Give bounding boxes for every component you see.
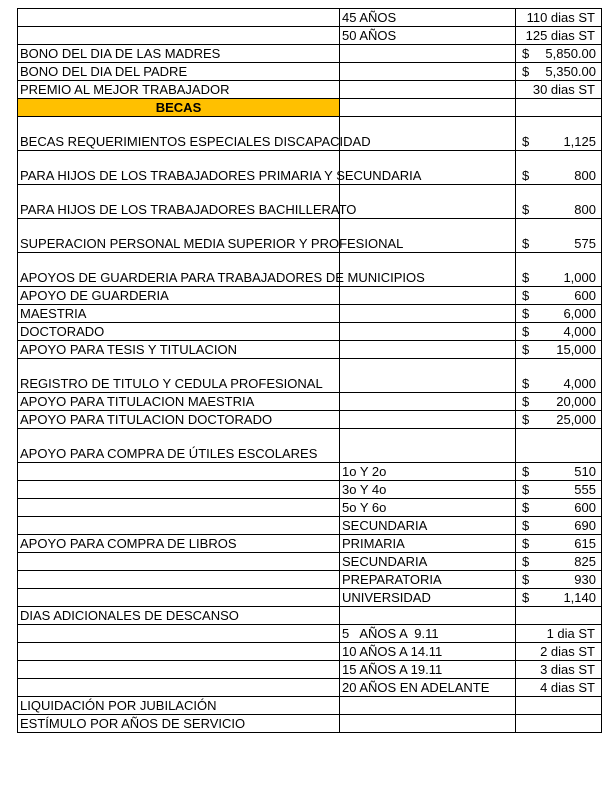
value-cell: [516, 679, 602, 697]
currency-sign: $: [522, 306, 530, 321]
amount-value: 4,000: [563, 376, 596, 391]
detail-cell: 3o Y 4o: [340, 481, 516, 499]
detail-cell: [340, 81, 516, 99]
concept-cell: APOYO PARA COMPRA DE ÚTILES ESCOLARES: [18, 429, 340, 463]
currency-sign: $: [522, 324, 530, 339]
table-row: [18, 117, 602, 151]
detail-cell: UNIVERSIDAD: [340, 589, 516, 607]
table-row: [18, 305, 602, 323]
currency-sign: $: [522, 464, 530, 479]
amount-value: 5,350.00: [545, 64, 596, 79]
detail-cell: 15 AÑOS A 19.11: [340, 661, 516, 679]
table-row: [18, 535, 602, 553]
amount-value: 510: [574, 464, 596, 479]
detail-cell: 1o Y 2o: [340, 463, 516, 481]
currency-sign: $: [522, 394, 530, 409]
value-cell: [516, 553, 602, 571]
detail-cell: [340, 607, 516, 625]
detail-cell: 10 AÑOS A 14.11: [340, 643, 516, 661]
detail-cell: [340, 697, 516, 715]
concept-cell: APOYO PARA COMPRA DE LIBROS: [18, 535, 340, 553]
value-cell: [516, 625, 602, 643]
currency-sign: $: [522, 518, 530, 533]
value-cell: [516, 9, 602, 27]
detail-cell: [340, 99, 516, 117]
table-row: [18, 393, 602, 411]
currency-sign: $: [522, 482, 530, 497]
currency-sign: $: [522, 270, 530, 285]
table-row: [18, 219, 602, 253]
value-cell: [516, 323, 602, 341]
currency-sign: $: [522, 342, 530, 357]
concept-cell: APOYO PARA TITULACION MAESTRIA: [18, 393, 340, 411]
detail-cell: [340, 305, 516, 323]
table-row: [18, 81, 602, 99]
amount-value: 575: [574, 236, 596, 251]
detail-cell: 50 AÑOS: [340, 27, 516, 45]
amount-value: 800: [574, 168, 596, 183]
currency-sign: $: [522, 236, 530, 251]
table-row: [18, 553, 602, 571]
table-row: [18, 625, 602, 643]
currency-sign: $: [522, 572, 530, 587]
table-row: [18, 323, 602, 341]
table-row: [18, 679, 602, 697]
detail-cell: [340, 341, 516, 359]
detail-cell: 45 AÑOS: [340, 9, 516, 27]
table-row: [18, 45, 602, 63]
value-cell: [516, 359, 602, 393]
currency-sign: $: [522, 64, 530, 79]
value-cell: [516, 341, 602, 359]
days-value: 4 dias ST: [540, 680, 595, 695]
table-row: [18, 185, 602, 219]
concept-cell: PREMIO AL MEJOR TRABAJADOR: [18, 81, 340, 99]
table-row: [18, 287, 602, 305]
value-cell: [516, 429, 602, 463]
currency-sign: $: [522, 134, 530, 149]
amount-value: 825: [574, 554, 596, 569]
detail-cell: [340, 411, 516, 429]
amount-value: 600: [574, 500, 596, 515]
value-cell: [516, 99, 602, 117]
concept-cell: [18, 499, 340, 517]
value-cell: [516, 185, 602, 219]
detail-cell: [340, 715, 516, 733]
currency-sign: $: [522, 554, 530, 569]
concept-cell: [18, 517, 340, 535]
concept-cell: DOCTORADO: [18, 323, 340, 341]
concept-cell: [18, 625, 340, 643]
currency-sign: $: [522, 46, 530, 61]
value-cell: [516, 305, 602, 323]
table-row: [18, 661, 602, 679]
concept-cell: [18, 463, 340, 481]
concept-cell: BONO DEL DIA DEL PADRE: [18, 63, 340, 81]
value-cell: [516, 589, 602, 607]
concept-cell: DIAS ADICIONALES DE DESCANSO: [18, 607, 340, 625]
value-cell: [516, 571, 602, 589]
value-cell: [516, 63, 602, 81]
concept-cell: REGISTRO DE TITULO Y CEDULA PROFESIONAL: [18, 359, 340, 393]
concept-cell: [18, 571, 340, 589]
days-value: 125 dias ST: [525, 28, 595, 43]
concept-cell: APOYO DE GUARDERIA: [18, 287, 340, 305]
amount-value: 690: [574, 518, 596, 533]
amount-value: 20,000: [556, 394, 596, 409]
currency-sign: $: [522, 288, 530, 303]
concept-cell: [18, 481, 340, 499]
table-row: [18, 715, 602, 733]
table-row: [18, 9, 602, 27]
value-cell: [516, 393, 602, 411]
concept-cell: MAESTRIA: [18, 305, 340, 323]
table-row: [18, 643, 602, 661]
amount-value: 5,850.00: [545, 46, 596, 61]
value-cell: [516, 607, 602, 625]
concept-cell: PARA HIJOS DE LOS TRABAJADORES BACHILLERATO: [18, 185, 340, 219]
currency-sign: $: [522, 536, 530, 551]
table-row: [18, 151, 602, 185]
concept-cell: PARA HIJOS DE LOS TRABAJADORES PRIMARIA Y SECUNDARIA: [18, 151, 340, 185]
value-cell: [516, 499, 602, 517]
table-row: [18, 341, 602, 359]
currency-sign: $: [522, 590, 530, 605]
concept-cell: SUPERACION PERSONAL MEDIA SUPERIOR Y PROFESIONAL: [18, 219, 340, 253]
table-row: [18, 253, 602, 287]
concept-cell: [18, 553, 340, 571]
benefits-table: [17, 8, 602, 733]
concept-cell: BECAS REQUERIMIENTOS ESPECIALES DISCAPACIDAD: [18, 117, 340, 151]
value-cell: [516, 27, 602, 45]
detail-cell: [340, 45, 516, 63]
detail-cell: PRIMARIA: [340, 535, 516, 553]
detail-cell: 20 AÑOS EN ADELANTE: [340, 679, 516, 697]
value-cell: [516, 481, 602, 499]
value-cell: [516, 81, 602, 99]
table-row: [18, 463, 602, 481]
amount-value: 15,000: [556, 342, 596, 357]
table-row: [18, 481, 602, 499]
days-value: 3 dias ST: [540, 662, 595, 677]
value-cell: [516, 535, 602, 553]
detail-cell: [340, 429, 516, 463]
table-row: [18, 589, 602, 607]
table-row: [18, 697, 602, 715]
detail-cell: [340, 63, 516, 81]
detail-cell: [340, 323, 516, 341]
days-value: 30 dias ST: [532, 82, 595, 97]
amount-value: 1,125: [563, 134, 596, 149]
value-cell: [516, 287, 602, 305]
amount-value: 1,000: [563, 270, 596, 285]
value-cell: [516, 253, 602, 287]
value-cell: [516, 219, 602, 253]
amount-value: 6,000: [563, 306, 596, 321]
value-cell: [516, 643, 602, 661]
days-value: 1 dia ST: [546, 626, 595, 641]
currency-sign: $: [522, 412, 530, 427]
table-row: [18, 517, 602, 535]
concept-cell: APOYOS DE GUARDERIA PARA TRABAJADORES DE MUNICIPIOS: [18, 253, 340, 287]
detail-cell: SECUNDARIA: [340, 517, 516, 535]
amount-value: 4,000: [563, 324, 596, 339]
currency-sign: $: [522, 500, 530, 515]
concept-cell: APOYO PARA TITULACION DOCTORADO: [18, 411, 340, 429]
currency-sign: $: [522, 168, 530, 183]
value-cell: [516, 411, 602, 429]
table-row: [18, 359, 602, 393]
detail-cell: [340, 359, 516, 393]
value-cell: [516, 517, 602, 535]
detail-cell: PREPARATORIA: [340, 571, 516, 589]
concept-cell: [18, 643, 340, 661]
concept-cell: [18, 589, 340, 607]
amount-value: 930: [574, 572, 596, 587]
table-row: [18, 571, 602, 589]
table-row: [18, 63, 602, 81]
detail-cell: [340, 287, 516, 305]
section-header-becas: BECAS: [18, 99, 340, 117]
days-value: 110 dias ST: [526, 10, 595, 25]
detail-cell: [340, 393, 516, 411]
table-row: [18, 607, 602, 625]
amount-value: 600: [574, 288, 596, 303]
amount-value: 1,140: [563, 590, 596, 605]
table-row: [18, 27, 602, 45]
concept-cell: [18, 9, 340, 27]
concept-cell: [18, 27, 340, 45]
detail-cell: 5 AÑOS A 9.11: [340, 625, 516, 643]
currency-sign: $: [522, 376, 530, 391]
detail-cell: SECUNDARIA: [340, 553, 516, 571]
concept-cell: LIQUIDACIÓN POR JUBILACIÓN: [18, 697, 340, 715]
detail-cell: [340, 185, 516, 219]
table-row: [18, 429, 602, 463]
currency-sign: $: [522, 202, 530, 217]
value-cell: [516, 697, 602, 715]
value-cell: [516, 715, 602, 733]
value-cell: [516, 151, 602, 185]
amount-value: 800: [574, 202, 596, 217]
amount-value: 25,000: [556, 412, 596, 427]
concept-cell: APOYO PARA TESIS Y TITULACION: [18, 341, 340, 359]
detail-cell: 5o Y 6o: [340, 499, 516, 517]
concept-cell: [18, 661, 340, 679]
value-cell: [516, 117, 602, 151]
concept-cell: BONO DEL DIA DE LAS MADRES: [18, 45, 340, 63]
concept-cell: [18, 679, 340, 697]
value-cell: [516, 463, 602, 481]
days-value: 2 dias ST: [540, 644, 595, 659]
section-header-row: [18, 99, 602, 117]
table-row: [18, 411, 602, 429]
amount-value: 555: [574, 482, 596, 497]
concept-cell: ESTÍMULO POR AÑOS DE SERVICIO: [18, 715, 340, 733]
table-row: [18, 499, 602, 517]
amount-value: 615: [574, 536, 596, 551]
value-cell: [516, 45, 602, 63]
value-cell: [516, 661, 602, 679]
